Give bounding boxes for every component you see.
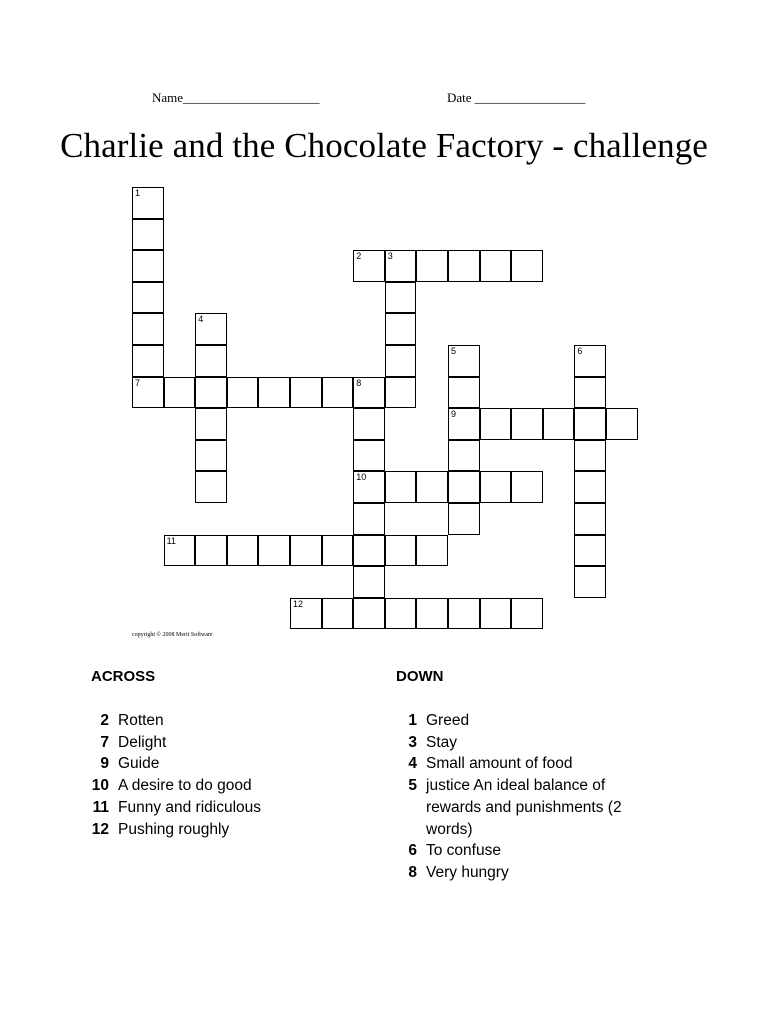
down-clue-list — [394, 710, 634, 884]
down-clue — [394, 753, 634, 775]
crossword-cell[interactable] — [448, 408, 480, 440]
clue-text: Funny and ridiculous — [118, 798, 262, 816]
crossword-cell[interactable] — [132, 313, 164, 345]
clue-number: 11 — [92, 798, 109, 816]
crossword-cell[interactable] — [227, 377, 259, 409]
clue-number: 8 — [408, 863, 417, 881]
name-field-label: Name_____________________ — [152, 90, 320, 105]
crossword-cell[interactable] — [543, 408, 575, 440]
crossword-cell[interactable] — [195, 313, 227, 345]
crossword-cell[interactable] — [290, 377, 322, 409]
crossword-cell[interactable] — [353, 408, 385, 440]
across-clue — [86, 819, 376, 841]
crossword-cell[interactable] — [416, 535, 448, 567]
crossword-cell[interactable] — [195, 471, 227, 503]
cell-number: 3 — [387, 251, 393, 262]
clue-number: 7 — [100, 733, 109, 751]
crossword-cell[interactable] — [511, 408, 543, 440]
crossword-cell[interactable] — [132, 282, 164, 314]
crossword-cell[interactable] — [448, 440, 480, 472]
clue-text: To confuse — [426, 842, 501, 860]
crossword-cell[interactable] — [195, 440, 227, 472]
crossword-cell[interactable] — [511, 250, 543, 282]
clue-text: Guide — [118, 755, 160, 773]
crossword-cell[interactable] — [574, 408, 606, 440]
cell-number: 4 — [198, 314, 204, 325]
crossword-cell[interactable] — [448, 377, 480, 409]
crossword-cell[interactable] — [258, 377, 290, 409]
crossword-cell[interactable] — [258, 535, 290, 567]
clue-number: 6 — [408, 842, 417, 860]
clue-text: Greed — [426, 712, 470, 729]
across-clue — [86, 753, 376, 775]
crossword-cell[interactable] — [164, 377, 196, 409]
clue-text: Delight — [118, 733, 167, 751]
clue-text: justice An ideal balance of rewards and punishments (2 words) — [426, 777, 622, 838]
crossword-cell[interactable] — [353, 377, 385, 409]
clue-number: 2 — [100, 712, 109, 729]
crossword-cell[interactable] — [511, 598, 543, 630]
clue-number: 1 — [408, 712, 417, 729]
across-clue — [86, 732, 376, 754]
clue-number: 9 — [100, 755, 109, 773]
down-clue — [394, 710, 634, 732]
crossword-cell[interactable] — [322, 535, 354, 567]
cell-number: 10 — [356, 472, 367, 483]
crossword-cell[interactable] — [448, 598, 480, 630]
down-clue — [394, 732, 634, 754]
crossword-cell[interactable] — [353, 503, 385, 535]
crossword-cell[interactable] — [132, 187, 164, 219]
crossword-cell[interactable] — [574, 471, 606, 503]
crossword-cell[interactable] — [195, 345, 227, 377]
cell-number: 8 — [356, 377, 362, 388]
cell-number: 6 — [577, 346, 583, 356]
down-heading: DOWN — [396, 668, 444, 685]
crossword-cell[interactable] — [606, 408, 638, 440]
crossword-cell[interactable] — [353, 566, 385, 598]
clue-text: Stay — [426, 733, 458, 751]
crossword-cell[interactable] — [290, 535, 322, 567]
crossword-cell[interactable] — [448, 503, 480, 535]
crossword-cell[interactable] — [416, 598, 448, 630]
page-title: Charlie and the Chocolate Factory - challenge — [60, 126, 708, 165]
clue-text: Pushing roughly — [118, 820, 230, 838]
crossword-cell[interactable] — [574, 566, 606, 598]
clue-text: Very hungry — [426, 863, 509, 881]
down-clue — [394, 775, 634, 840]
crossword-cell[interactable] — [480, 598, 512, 630]
clue-number: 3 — [408, 733, 417, 751]
crossword-cell[interactable] — [480, 471, 512, 503]
clue-number: 4 — [408, 755, 417, 773]
crossword-cell[interactable] — [132, 219, 164, 251]
cell-number: 11 — [166, 535, 176, 546]
crossword-cell[interactable] — [416, 471, 448, 503]
crossword-cell[interactable] — [195, 377, 227, 409]
crossword-cell[interactable] — [385, 598, 417, 630]
crossword-cell[interactable] — [132, 345, 164, 377]
crossword-cell[interactable] — [353, 535, 385, 567]
crossword-cell[interactable] — [416, 250, 448, 282]
crossword-cell[interactable] — [385, 250, 417, 282]
crossword-cell[interactable] — [385, 282, 417, 314]
clue-number: 10 — [91, 777, 109, 795]
across-clue — [86, 710, 376, 732]
crossword-cell[interactable] — [353, 440, 385, 472]
down-clue — [394, 840, 634, 862]
across-heading: ACROSS — [91, 668, 156, 685]
across-clue — [86, 775, 376, 797]
crossword-cell[interactable] — [448, 345, 480, 377]
crossword-cell[interactable] — [132, 250, 164, 282]
crossword-cell[interactable] — [164, 535, 196, 567]
clue-text: Small amount of food — [426, 755, 573, 773]
crossword-cell[interactable] — [480, 408, 512, 440]
crossword-cell[interactable] — [195, 408, 227, 440]
clue-text: Rotten — [118, 712, 164, 729]
down-clue — [394, 862, 634, 884]
date-field-label: Date _________________ — [447, 90, 586, 105]
clue-text: A desire to do good — [118, 777, 252, 795]
crossword-cell[interactable] — [385, 471, 417, 503]
cell-number: 2 — [356, 251, 362, 262]
crossword-cell[interactable] — [227, 535, 259, 567]
crossword-cell[interactable] — [385, 377, 417, 409]
crossword-cell[interactable] — [574, 440, 606, 472]
crossword-cell[interactable] — [322, 598, 354, 630]
clue-number: 12 — [91, 820, 109, 838]
crossword-cell[interactable] — [511, 471, 543, 503]
clue-number: 5 — [408, 777, 417, 795]
crossword-cell[interactable] — [290, 598, 322, 630]
crossword-cell[interactable] — [448, 250, 480, 282]
crossword-cell[interactable] — [385, 535, 417, 567]
cell-number: 9 — [451, 409, 457, 420]
across-clue — [86, 797, 376, 819]
crossword-cell[interactable] — [353, 250, 385, 282]
cell-number: 1 — [135, 188, 141, 198]
crossword-cell[interactable] — [322, 377, 354, 409]
copyright-notice: copyright © 2008 Merit Software — [132, 632, 213, 638]
crossword-cell[interactable] — [448, 471, 480, 503]
across-clue-list — [86, 710, 376, 840]
crossword-cell[interactable] — [195, 535, 227, 567]
crossword-cell[interactable] — [385, 345, 417, 377]
crossword-cell[interactable] — [353, 598, 385, 630]
cell-number: 7 — [135, 377, 141, 388]
crossword-cell[interactable] — [353, 471, 385, 503]
crossword-cell[interactable] — [132, 377, 164, 409]
cell-number: 5 — [451, 346, 457, 356]
crossword-cell[interactable] — [385, 313, 417, 345]
crossword-cell[interactable] — [574, 345, 606, 377]
crossword-cell[interactable] — [574, 503, 606, 535]
cell-number: 12 — [293, 598, 304, 609]
crossword-cell[interactable] — [480, 250, 512, 282]
crossword-cell[interactable] — [574, 535, 606, 567]
crossword-cell[interactable] — [574, 377, 606, 409]
